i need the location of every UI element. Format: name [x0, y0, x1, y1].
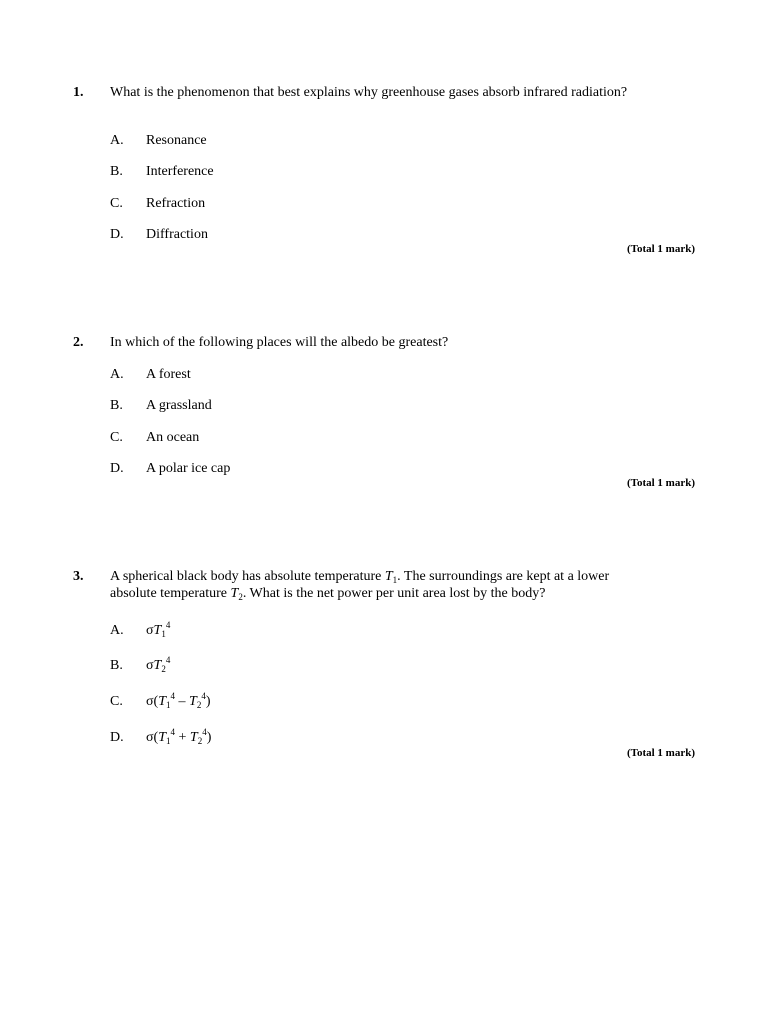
option-letter: C. — [110, 694, 123, 709]
variable: T — [189, 694, 197, 709]
option-text: A forest — [146, 367, 191, 382]
close-paren: ) — [206, 730, 212, 745]
option-text: A polar ice cap — [146, 461, 231, 476]
variable: T — [158, 730, 167, 745]
option-letter: B. — [110, 164, 123, 179]
option-text: An ocean — [146, 430, 200, 445]
question-text — [110, 568, 640, 602]
variable: T — [158, 694, 167, 709]
total-mark: (Total 1 mark) — [626, 243, 695, 255]
option-letter: B. — [110, 658, 123, 673]
question-number: 2. — [73, 335, 84, 350]
sigma: σ — [146, 623, 154, 638]
subscript: 1 — [392, 575, 398, 585]
superscript: 4 — [201, 691, 206, 701]
option-letter: C. — [110, 196, 123, 211]
option-letter: D. — [110, 730, 124, 745]
total-mark: (Total 1 mark) — [626, 477, 695, 489]
subscript: 2 — [161, 664, 166, 674]
option-letter: A. — [110, 133, 124, 148]
close-paren: ) — [205, 694, 211, 709]
superscript: 4 — [170, 727, 176, 737]
operator: + — [175, 730, 190, 745]
sigma: σ — [146, 658, 154, 673]
question-text: What is the phenomenon that best explains why greenhouse gases absorb infrared radiation? — [110, 85, 628, 100]
option-letter: B. — [110, 398, 123, 413]
option-formula — [146, 729, 211, 746]
sigma-open: σ( — [146, 730, 159, 745]
option-text: Refraction — [146, 196, 206, 211]
question-number: 3. — [73, 569, 84, 584]
superscript: 4 — [170, 691, 176, 701]
option-text: Diffraction — [146, 227, 208, 242]
subscript: 2 — [238, 592, 243, 602]
variable: T — [189, 730, 198, 745]
sigma-open: σ( — [146, 694, 159, 709]
subscript: 1 — [161, 629, 166, 639]
question-number: 1. — [73, 85, 84, 100]
variable: T — [153, 658, 162, 673]
subscript: 1 — [166, 736, 171, 746]
superscript: 4 — [165, 655, 171, 665]
option-formula — [146, 657, 170, 674]
option-text: Interference — [146, 164, 214, 179]
total-mark: (Total 1 mark) — [626, 747, 695, 759]
variable: T — [384, 569, 393, 584]
superscript: 4 — [165, 620, 171, 630]
variable: T — [153, 623, 162, 638]
option-text: A grassland — [146, 398, 212, 413]
option-formula — [146, 693, 210, 710]
question-text: In which of the following places will the albedo be greatest? — [110, 335, 449, 350]
subscript: 2 — [197, 736, 203, 746]
variable: T — [230, 586, 239, 601]
subscript: 2 — [196, 700, 202, 710]
question-text-part: . What is the net power per unit area lost by the body? — [242, 586, 546, 601]
option-letter: A. — [110, 623, 124, 638]
option-letter: A. — [110, 367, 124, 382]
question-text-part: A spherical black body has absolute temperature — [110, 569, 385, 584]
option-formula — [146, 622, 170, 639]
option-letter: C. — [110, 430, 123, 445]
option-letter: D. — [110, 461, 124, 476]
subscript: 1 — [166, 700, 171, 710]
superscript: 4 — [202, 727, 207, 737]
question-text-part: . The surroundings are kept at a lower absolute temperature — [110, 569, 610, 601]
operator: – — [175, 694, 190, 709]
option-letter: D. — [110, 227, 124, 242]
option-text: Resonance — [146, 133, 207, 148]
